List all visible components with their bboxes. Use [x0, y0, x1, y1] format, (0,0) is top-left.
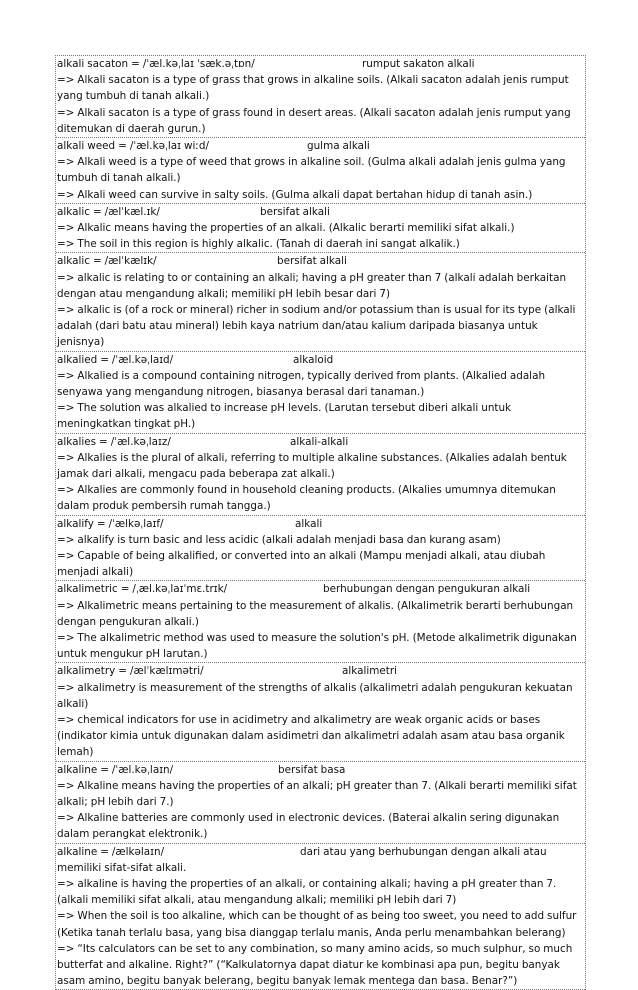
- example-sentence: => Alkali sacaton is a type of grass that grows in alkaline soils. (Alkali sacaton adalah jenis rumput yang tumbuh di tanah alkali.): [57, 74, 569, 103]
- entry-term: alkali sacaton = /ˈæl.kəˌlaɪ ˈsæk.əˌtɒn/: [57, 58, 255, 70]
- entry-term: alkali weed = /ˈæl.kəˌlaɪ wiːd/: [57, 140, 209, 152]
- entry-term: alkaline = /ælkəlaɪn/: [57, 845, 165, 858]
- entry-term: alkalimetry = /ælˈkælɪmətri/: [57, 665, 204, 678]
- entry-translation: rumput sakaton alkali: [362, 58, 475, 70]
- vocabulary-entry: [56, 844, 585, 990]
- entry-term: alkalic = /ælˈkæl.ɪk/: [57, 205, 160, 218]
- vocabulary-entry: [56, 663, 585, 761]
- entry-headword-line: [57, 56, 584, 72]
- entry-headword-line: [57, 762, 584, 778]
- example-sentence: => Alkalimetric means pertaining to the measurement of alkalis. (Alkalimetrik berarti berhubungan dengan pengukuran alkali.): [57, 599, 574, 628]
- example-sentence: => Capable of being alkalified, or converted into an alkali (Mampu menjadi alkali, atau diubah menjadi alkali): [57, 549, 546, 579]
- example-sentence: => Alkalies is the plural of alkali, referring to multiple alkaline substances. (Alkalies adalah bentuk jamak dari alkali, mengacu pada beberapa zat alkali.): [57, 451, 567, 480]
- vocabulary-entry: [56, 762, 585, 844]
- entry-translation: bersifat alkali: [260, 205, 330, 218]
- example-sentence: => The alkalimetric method was used to measure the solution's pH. (Metode alkalimetrik digunakan untuk mengukur pH larutan.): [57, 631, 577, 661]
- entry-headword-line: [57, 352, 584, 368]
- vocabulary-entry: [56, 253, 585, 351]
- vocabulary-entry: [56, 434, 585, 516]
- example-sentence: => alkalimetry is measurement of the strengths of alkalis (alkalimetri adalah pengukuran kekuatan alkali): [57, 681, 573, 710]
- entry-headword-line: [57, 204, 584, 220]
- example-sentence: => Alkalic means having the properties of an alkali. (Alkalic berarti memiliki sifat alkali.): [57, 221, 515, 234]
- example-sentence: => alkalify is turn basic and less acidic (alkali adalah menjadi basa dan kurang asam): [57, 533, 501, 546]
- entry-headword-line: [57, 663, 584, 679]
- example-sentence: => Alkali weed can survive in salty soils. (Gulma alkali dapat bertahan hidup di tanah asin.): [57, 188, 533, 201]
- example-sentence: => chemical indicators for use in acidimetry and alkalimetry are weak organic acids or bases (indikator kimia untuk digunakan dalam asidimetri dan alkalimetri adalah asam atau basa organik lemah): [57, 713, 565, 759]
- example-sentence: => alkaline is having the properties of an alkali, or containing alkali; having a pH greater than 7. (alkali memiliki sifat alkali, atau mengandung alkali; memiliki pH lebih dari 7): [57, 878, 557, 907]
- example-sentence: => Alkalies are commonly found in household cleaning products. (Alkalies umumnya ditemukan dalam produk pembersih rumah tangga.): [57, 484, 556, 513]
- example-sentence: => alkalic is (of a rock or mineral) richer in sodium and/or potassium than is usual for its type (alkali adalah (dari batu atau mineral) lebih kaya natrium dan/atau kalium daripada biasanya untuk jenisnya): [57, 303, 576, 349]
- vocabulary-entry: [56, 204, 585, 254]
- example-sentence: => When the soil is too alkaline, which can be thought of as being too sweet, you need to add sulfur (Ketika tanah terlalu basa, yang bisa dianggap terlalu manis, Anda perlu menambahkan belerang): [57, 910, 577, 939]
- vocabulary-entry: [56, 56, 585, 138]
- entry-translation: alkaloid: [293, 353, 334, 366]
- example-sentence: => Alkalied is a compound containing nitrogen, typically derived from plants. (Alkalied adalah senyawa yang mengandung nitrogen, biasanya berasal dari tanaman.): [57, 369, 546, 398]
- entry-translation: berhubungan dengan pengukuran alkali: [323, 583, 531, 596]
- entry-translation: alkalimetri: [342, 665, 397, 678]
- entry-term: alkalimetric = /ˌæl.kəˌlaɪˈmɛ.trɪk/: [57, 583, 228, 596]
- example-sentence: => The soil in this region is highly alkalic. (Tanah di daerah ini sangat alkalik.): [57, 238, 460, 251]
- example-sentence: => alkalic is relating to or containing an alkali; having a pH greater than 7 (alkali adalah berkaitan dengan atau mengandung alkali; memiliki pH lebih besar dari 7): [57, 271, 567, 300]
- entry-headword-line: [57, 516, 584, 532]
- entry-translation: alkali: [295, 517, 323, 530]
- entry-translation: bersifat basa: [278, 763, 346, 776]
- entry-headword-line: [57, 138, 584, 154]
- vocabulary-entry: [56, 138, 585, 204]
- entry-headword-line: [57, 253, 584, 269]
- vocabulary-entry: [56, 352, 585, 434]
- entry-headword-line: [57, 581, 584, 597]
- entry-headword-line: [57, 844, 584, 876]
- entry-term: alkalic = /ælˈkælɪk/: [57, 255, 157, 268]
- entry-translation: gulma alkali: [307, 140, 370, 152]
- vocabulary-entry: [56, 581, 585, 663]
- example-sentence: => Alkali weed is a type of weed that grows in alkaline soil. (Gulma alkali adalah jenis gulma yang tumbuh di tanah alkali.): [57, 156, 566, 185]
- example-sentence: => Alkali sacaton is a type of grass found in desert areas. (Alkali sacaton adalah jenis rumput yang ditemukan di daerah gurun.): [57, 106, 571, 135]
- entry-translation: bersifat alkali: [277, 255, 347, 268]
- vocabulary-entry: [56, 516, 585, 582]
- entry-term: alkalied = /ˈæl.kəˌlaɪd/: [57, 353, 174, 366]
- entry-term: alkaline = /ˈæl.kəˌlaɪn/: [57, 763, 174, 776]
- example-sentence: => Alkaline batteries are commonly used in electronic devices. (Baterai alkalin sering digunakan dalam perangkat elektronik.): [57, 812, 560, 841]
- entry-translation: dari atau yang berhubungan dengan alkali atau memiliki sifat-sifat alkali.: [57, 845, 547, 874]
- entry-translation: alkali-alkali: [290, 435, 349, 448]
- example-sentence: => The solution was alkalied to increase pH levels. (Larutan tersebut diberi alkali untuk meningkatkan tingkat pH.): [57, 402, 512, 431]
- entry-term: alkalify = /ˈælkəˌlaɪf/: [57, 517, 164, 530]
- vocabulary-table: [55, 55, 586, 990]
- entry-headword-line: [57, 434, 584, 450]
- example-sentence: => Alkaline means having the properties of an alkali; pH greater than 7. (Alkali berarti memiliki sifat alkali; pH lebih dari 7.): [57, 779, 577, 808]
- example-sentence: => “Its calculators can be set to any combination, so many amino acids, so much sulphur, so much butterfat and alkaline. Right?” (“Kalkulatornya dapat diatur ke kombinasi apa pun, begitu banyak asam amino, begitu banyak belerang, begitu banyak lemak mentega dan basa. Benar?”): [57, 942, 573, 988]
- entry-term: alkalies = /ˈæl.kəˌlaɪz/: [57, 435, 171, 448]
